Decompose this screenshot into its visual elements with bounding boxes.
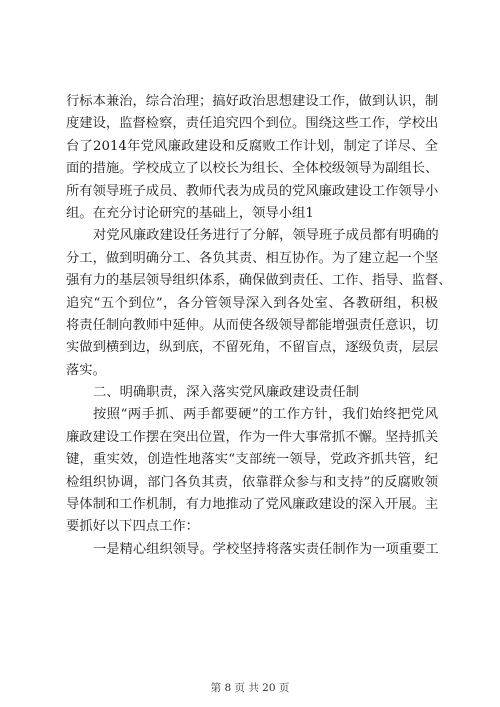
text-line: 度建设，监督检察，责任追究四个到位。围绕这些工作，学校出 — [66, 116, 439, 132]
text-line: 落实。 — [66, 362, 106, 378]
text-line: 所有领导班子成员、教师代表为成员的党风廉政建设工作领导小 — [66, 183, 439, 199]
text-line: 按照“两手抓、两手都要硬”的工作方针，我们始终把党风 — [93, 407, 438, 423]
text-line: 检组织协调，部门各负其责，依靠群众参与和支持”的反腐败领 — [66, 474, 438, 490]
text-line: 要抓好以下四点工作： — [66, 519, 199, 535]
text-line: 分工，做到明确分工、各负其责、相互协作。为了建立起一个坚 — [66, 250, 439, 266]
text-line: 台了2014年党风廉政建设和反腐败工作计划，制定了详尽、全 — [66, 138, 438, 154]
text-line: 追究“五个到位”，各分管领导深入到各处室、各教研组，积极 — [66, 295, 438, 311]
text-line: 导体制和工作机制，有力地推动了党风廉政建设的深入开展。主 — [66, 497, 439, 513]
text-line: 实做到横到边，纵到底，不留死角，不留盲点，逐级负责，层层 — [66, 340, 439, 356]
text-line: 廉政建设工作摆在突出位置，作为一件大事常抓不懈。坚持抓关 — [66, 429, 439, 445]
text-line: 组。在充分讨论研究的基础上，领导小组1 — [66, 205, 314, 221]
text-line: 将责任制向教师中延伸。从而使各级领导都能增强责任意识，切 — [66, 317, 439, 333]
text-line: 面的措施。学校成立了以校长为组长、全体校级领导为副组长、 — [66, 161, 439, 177]
page-footer: 第 8 页 共 20 页 — [210, 682, 290, 694]
text-line: 强有力的基层领导组织体系，确保做到责任、工作、指导、监督、 — [66, 273, 452, 289]
text-line: 一是精心组织领导。学校坚持将落实责任制作为一项重要工 — [93, 541, 439, 557]
text-line: 对党风廉政建设任务进行了分解，领导班子成员都有明确的 — [93, 228, 439, 244]
text-line: 行标本兼治，综合治理；搞好政治思想建设工作，做到认识，制 — [66, 94, 439, 109]
document-body — [66, 91, 452, 561]
text-line: 二、明确职责，深入落实党风廉政建设责任制 — [93, 385, 359, 401]
text-line: 键，重实效，创造性地落实“支部统一领导，党政齐抓共管，纪 — [66, 452, 438, 468]
